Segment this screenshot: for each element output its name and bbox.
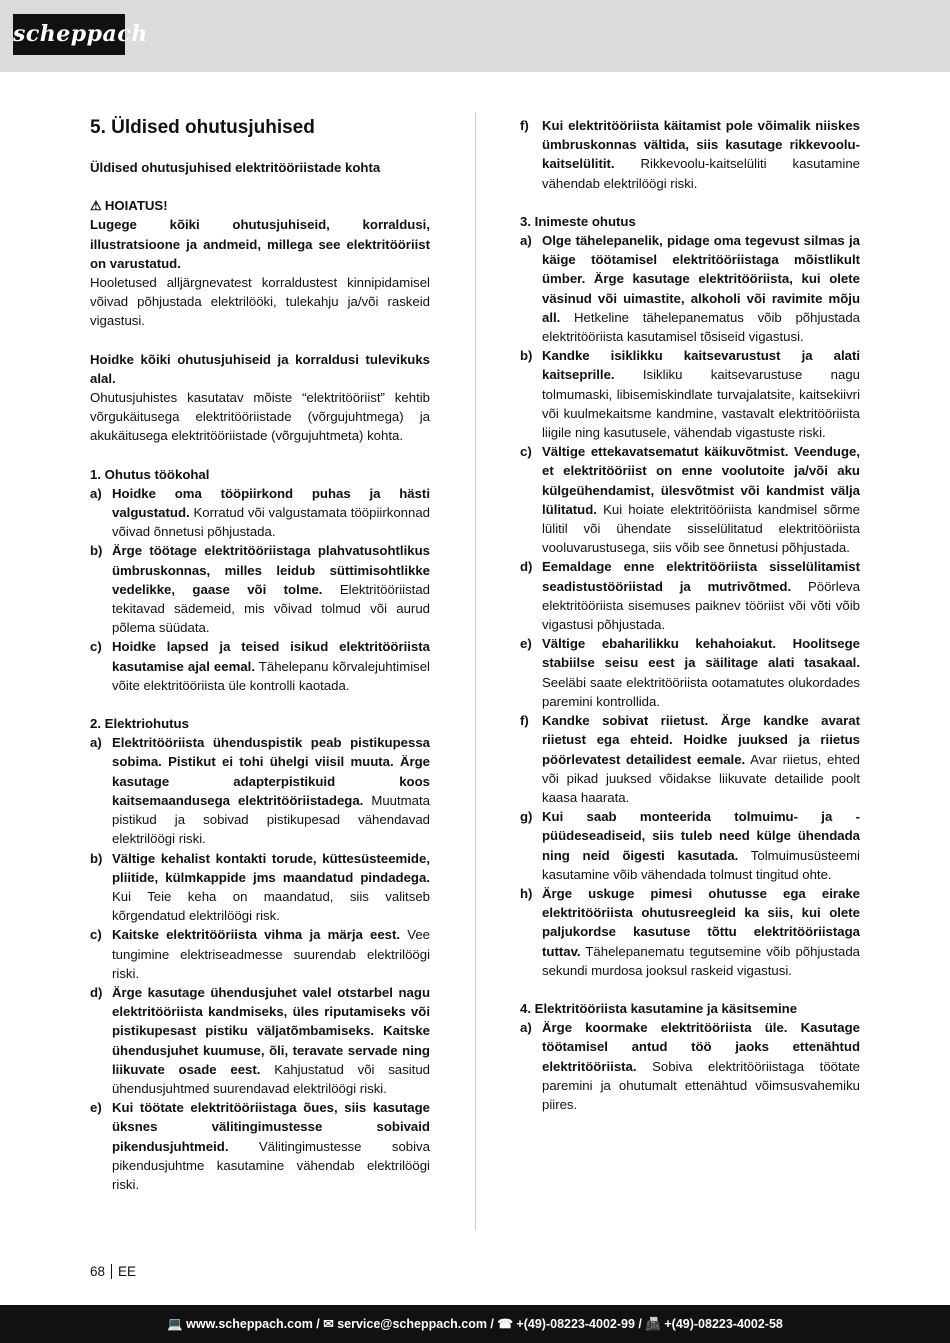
- item-text: Kui Teie keha on maandatud, siis valitseb kõrgendatud elektrilöögi risk.: [112, 888, 430, 924]
- item-list: [520, 1018, 860, 1114]
- scheppach-logo: scheppach: [13, 14, 125, 55]
- item-bold-text: Eemaldage enne elektritööriista sisselülitamist seadistustööriistad ja mutrivõtmed.: [542, 559, 860, 594]
- warning-label: HOIATUS!: [104, 198, 168, 214]
- item-body: [112, 484, 430, 542]
- list-item: [520, 116, 860, 193]
- list-item: [90, 733, 430, 848]
- item-body: [542, 711, 860, 807]
- page-header: [0, 0, 950, 72]
- list-item: [90, 983, 430, 1098]
- section-title: 5. Üldised ohutusjuhised: [90, 117, 315, 138]
- item-list: [90, 733, 430, 1194]
- item-label: b): [520, 348, 533, 364]
- item-text: Sobiva elektritööriistaga töötate paremini ja ohutumalt ettenähtud võimsusvahemiku piires.: [542, 1058, 860, 1112]
- item-bold-text: Hoidke oma tööpiirkond puhas ja hästi valgustatud.: [112, 485, 430, 521]
- item-body: [112, 983, 430, 1098]
- item-label: d): [520, 559, 533, 575]
- section-heading: 2. Elektriohutus: [90, 716, 189, 732]
- item-label: c): [520, 444, 532, 460]
- item-label: e): [520, 636, 532, 652]
- item-bold-text: Elektritööriista ühenduspistik peab pistikupessa sobima. Pistikut ei tohi ühelgi viisil muuta. Ärge kasutage adapterpistikuid koos kaitsemaandusega elektritööriistadega.: [112, 735, 430, 808]
- item-bold-text: Vältige ebaharilikku kehahoiakut. Hoolitsege stabiilse seisu eest ja säilitage alati tasakaal.: [542, 636, 860, 671]
- list-item: [90, 925, 430, 983]
- list-item: [90, 484, 430, 542]
- item-text: Korratud või valgustamata tööpiirkonnad võivad õnnetusi põhjustada.: [112, 505, 430, 540]
- item-bold-text: Ärge koormake elektritööriista üle. Kasutage töötamisel antud töö jaoks ettenähtud elektritööriista.: [542, 1020, 860, 1074]
- list-item: [520, 711, 860, 807]
- item-list: [520, 116, 860, 193]
- page-footer-number: [90, 1264, 136, 1279]
- item-body: [112, 733, 430, 848]
- item-label: b): [90, 850, 103, 866]
- warning-triangle-icon: ⚠: [90, 198, 102, 214]
- item-text: Avar riietus, ehted või pikad juuksed võidakse liikuvate detailide poolt kaasa haarata.: [542, 751, 861, 805]
- list-item: [90, 637, 430, 695]
- item-label: b): [90, 543, 103, 559]
- list-item: [90, 541, 430, 637]
- section-heading: 1. Ohutus töökohal: [90, 466, 210, 482]
- item-bold-text: Olge tähelepanelik, pidage oma tegevust silmas ja käige töötamisel elektritööriistaga mõistlikult ümber. Ärge kasutage elektritööriista, kui olete väsinud või uimastite, alkoholi või ravimite mõju all.: [542, 233, 860, 325]
- item-body: [542, 807, 860, 884]
- item-text: Hetkeline tähelepanematus võib põhjustada elektritööriista kasutamisel tõsiseid vigastusi.: [542, 309, 860, 345]
- language-code: EE: [118, 1264, 137, 1279]
- item-text: Vee tungimine elektriseadmesse suurendab elektrilöögi riski.: [112, 927, 430, 981]
- item-text: Rikkevoolu-kaitselüliti kasutamine vähendab elektrilöögi riski.: [542, 156, 860, 191]
- list-item: [520, 1018, 860, 1114]
- item-body: [112, 1098, 430, 1194]
- item-bold-text: Ärge töötage elektritööriistaga plahvatusohtlikus ümbruskonnas, milles leidub süttimisohtlikke vedelikke, gaase või tolme.: [112, 543, 430, 597]
- list-item: [520, 442, 860, 557]
- item-label: e): [90, 1100, 102, 1116]
- item-body: [542, 231, 860, 346]
- item-text: Tähelepanu kõrvalejuhtimisel võite elektritööriista üle kontrolli kaotada.: [112, 658, 430, 693]
- item-bold-text: Hoidke lapsed ja teised isikud elektritööriista kasutamise ajal eemal.: [112, 639, 430, 674]
- item-label: a): [90, 735, 102, 751]
- item-bold-text: Ärge uskuge pimesi ohutusse ega eirake elektritööriista ohutusreegleid ka siis, kui olete paljukordse kasutuse tõttu elektritööriistaga tuttav.: [542, 885, 860, 959]
- item-label: a): [90, 485, 102, 501]
- item-body: [542, 1018, 860, 1114]
- item-bold-text: Kandke isiklikku kaitsevarustust ja alati kaitseprille.: [542, 348, 860, 383]
- section-heading: 4. Elektritööriista kasutamine ja käsitsemine: [520, 1000, 798, 1016]
- item-label: a): [520, 1020, 532, 1036]
- item-label: f): [520, 118, 529, 133]
- item-body: [542, 634, 860, 711]
- item-text: Kui hoiate elektritööriista kandmisel sõrme lülitil või ühendate sisselülitatud elektritööriista vooluvarustusega, siis võib see õnnetusi põhjustada.: [542, 501, 860, 556]
- list-item: [90, 1098, 430, 1194]
- item-bold-text: Kui saab monteerida tolmuimu- ja -püüdeseadiseid, siis tuleb need külge ühendada ning neid õigesti kasutada.: [542, 809, 860, 863]
- item-list: [520, 231, 860, 980]
- list-item: [90, 849, 430, 926]
- right-column: [520, 116, 860, 1114]
- item-body: [112, 637, 430, 695]
- warning-text: Hooletused alljärgnevatest korraldustest kinnipidamisel võivad põhjustada elektrilööki, tulekahju ja/või raskeid vigastusi.: [90, 275, 430, 329]
- item-label: f): [520, 713, 529, 729]
- item-body: [542, 557, 860, 634]
- warning-bold: Lugege kõiki ohutusjuhiseid, korraldusi, illustratsioone ja andmeid, millega see elektritööriist on varustatud.: [90, 217, 430, 271]
- section-heading: 3. Inimeste ohutus: [520, 213, 636, 229]
- item-bold-text: Kaitske elektritööriista vihma ja märja eest.: [112, 927, 401, 943]
- item-body: [112, 849, 430, 926]
- keep-text: Ohutusjuhistes kasutatav mõiste “elektritööriist” kehtib võrgukäitusega elektritööriistade (võrgujuhtmega) ja akukäitusega elektritööriistade (võrgujuhtmeta) kohta.: [90, 390, 430, 444]
- item-list: [90, 484, 430, 695]
- list-item: [520, 884, 860, 980]
- item-text: Elektritööriistad tekitavad sädemeid, mis võivad tolmud või aurud põlema süüdata.: [112, 581, 430, 636]
- list-item: [520, 807, 860, 884]
- subtitle: Üldised ohutusjuhised elektritööriistade kohta: [90, 160, 381, 175]
- list-item: [520, 557, 860, 634]
- item-label: a): [520, 233, 532, 249]
- item-bold-text: Kui töötate elektritööriistaga õues, siis kasutage üksnes välitingimustesse sobivaid pikendusjuhtmeid.: [112, 1100, 430, 1154]
- contact-footer: [0, 1305, 950, 1343]
- item-text: Kahjustatud või sasitud ühendusjuhtmed suurendavad elektrilöögi riski.: [112, 1061, 430, 1096]
- contact-line: 💻 www.scheppach.com / ✉ service@scheppach.com / ☎ +(49)-08223-4002-99 / 📠 +(49)-08223-4002-58: [167, 1317, 783, 1331]
- item-text: Muutmata pistikud ja sobivad pistikupesad vähendavad elektrilöögi riski.: [112, 792, 430, 847]
- item-bold-text: Ärge kasutage ühendusjuhet valel otstarbel nagu elektritööriista kandmiseks, üles riputamiseks või pistikupesast pistiku väljatõmbamiseks. Kaitske ühendusjuhet kuumuse, õli, teravate servade ning liikuvate osade eest.: [112, 984, 430, 1077]
- item-body: [112, 925, 430, 983]
- item-bold-text: Kandke sobivat riietust. Ärge kandke avarat riietust ega ehteid. Hoidke juuksed ja riietus pöörlevatest detailidest eemale.: [542, 713, 860, 767]
- item-label: d): [90, 984, 103, 1000]
- left-column: [90, 116, 430, 1194]
- list-item: [520, 634, 860, 711]
- item-text: Isikliku kaitsevarustuse nagu tolmumaski, libisemiskindlate turvajalatsite, kaitsekiivri või kuulmekaitsme kandmine, vastavalt elektritööriista liigile ning kasutusele, vähendab vigastuste riski.: [542, 367, 860, 441]
- page-number: 68: [90, 1264, 106, 1279]
- item-text: Tähelepanematu tegutsemine võib põhjustada sekundi murdosa jooksul raskeid vigastusi.: [542, 943, 860, 978]
- warning-heading: [90, 196, 430, 215]
- item-label: g): [520, 809, 533, 825]
- item-label: c): [90, 927, 102, 943]
- item-text: Pöörleva elektritööriista sisemuses paiknev tööriist või võti võib vigastusi põhjustada.: [542, 578, 860, 633]
- item-text: Välitingimustesse sobiva pikendusjuhtme kasutamine vähendab elektrilöögi riski.: [112, 1138, 430, 1192]
- item-bold-text: Vältige kehalist kontakti torude, küttesüsteemide, pliitide, külmkappide jms maandatud pindadega.: [112, 850, 430, 885]
- item-body: [112, 541, 430, 637]
- item-body: [542, 442, 860, 557]
- item-text: Tolmuimusüsteemi kasutamine võib vähendada tolmust tingitud ohte.: [542, 847, 860, 882]
- item-text: Seeläbi saate elektritööriista ootamatutes olukordades paremini kontrollida.: [542, 674, 860, 709]
- column-divider: [475, 112, 476, 1230]
- item-bold-text: Vältige ettekavatsematut käikuvõtmist. Veenduge, et elektritööriist on enne voolutoite ja/või aku külgeühendamist, ülesvõtmist või kandmist välja lülitatud.: [542, 444, 860, 517]
- item-body: [542, 116, 860, 193]
- list-item: [520, 346, 860, 442]
- item-label: c): [90, 639, 102, 655]
- keep-bold: Hoidke kõiki ohutusjuhiseid ja korraldusi tulevikuks alal.: [90, 351, 430, 386]
- item-bold-text: Kui elektritööriista käitamist pole võimalik niiskes ümbruskonnas vältida, siis kasutage rikkevoolu-kaitselülitit.: [542, 118, 860, 172]
- item-body: [542, 884, 860, 980]
- list-item: [520, 231, 860, 346]
- item-body: [542, 346, 860, 442]
- item-label: h): [520, 885, 533, 901]
